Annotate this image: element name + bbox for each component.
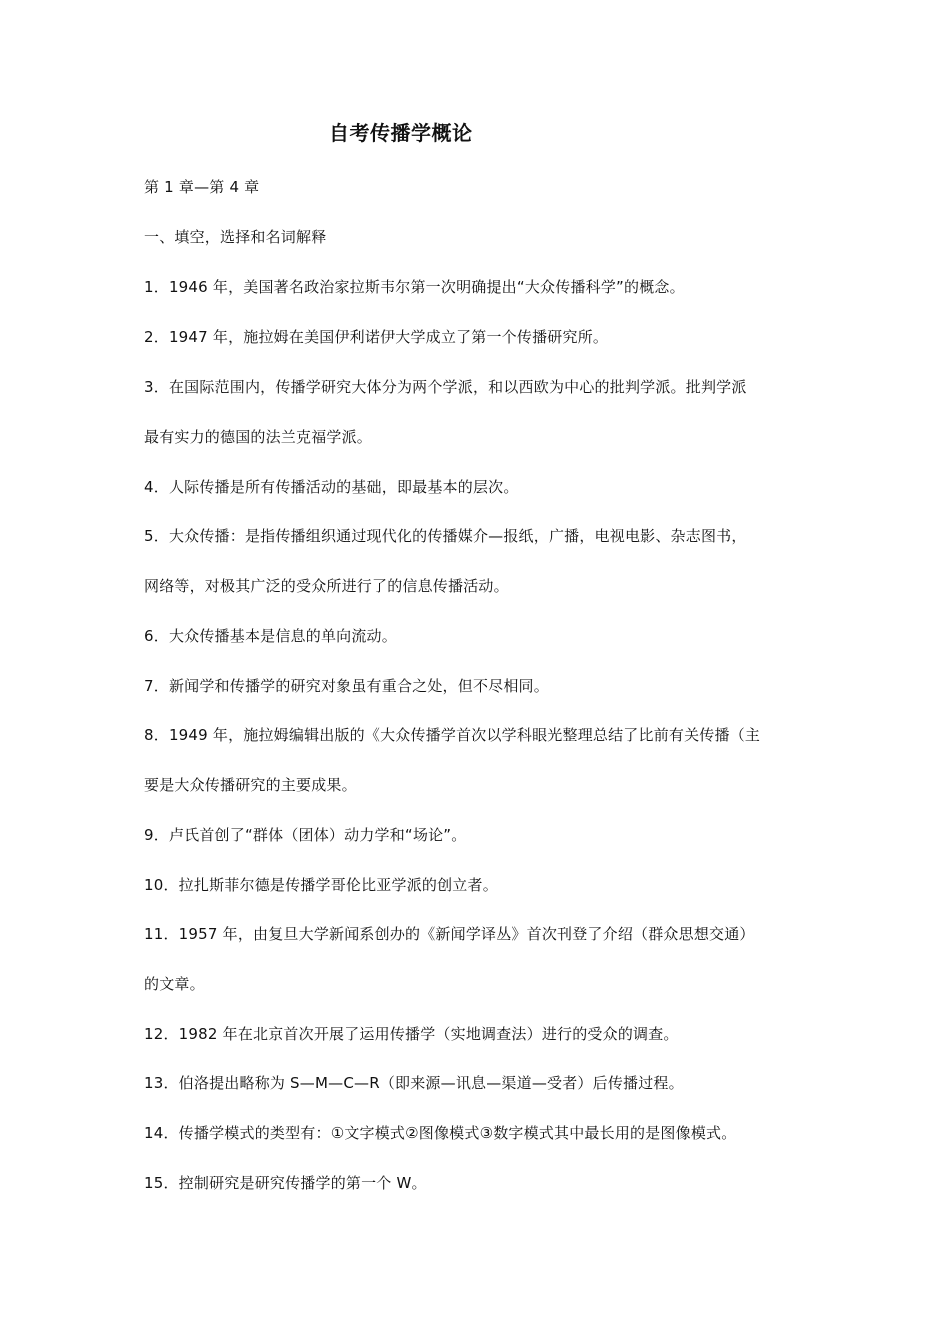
document-title: 自考传播学概论 (329, 121, 473, 145)
item-1: 1．1946 年，美国著名政治家拉斯韦尔第一次明确提出“大众传播科学”的概念。 (144, 278, 685, 296)
item-9: 9．卢氏首创了“群体（团体）动力学和“场论”。 (144, 826, 467, 844)
item-11-line-1: 11．1957 年，由复旦大学新闻系创办的《新闻学译丛》首次刊登了介绍（群众思想交通） (144, 925, 755, 943)
item-8-line-1: 8．1949 年，施拉姆编辑出版的《大众传播学首次以学科眼光整理总结了比前有关传播（主 (144, 726, 761, 744)
item-10: 10．拉扎斯菲尔德是传播学哥伦比亚学派的创立者。 (144, 876, 498, 894)
chapter-heading: 第 1 章—第 4 章 (144, 178, 260, 196)
item-11-line-2: 的文章。 (144, 975, 205, 993)
item-5-line-2: 网络等，对极其广泛的受众所进行了的信息传播活动。 (144, 577, 509, 595)
section-heading: 一、填空，选择和名词解释 (144, 228, 327, 246)
item-15: 15．控制研究是研究传播学的第一个 W。 (144, 1174, 427, 1192)
item-8-line-2: 要是大众传播研究的主要成果。 (144, 776, 357, 794)
item-7: 7．新闻学和传播学的研究对象虽有重合之处，但不尽相同。 (144, 677, 549, 695)
item-5-line-1: 5．大众传播：是指传播组织通过现代化的传播媒介—报纸，广播，电视电影、杂志图书， (144, 527, 747, 545)
item-4: 4．人际传播是所有传播活动的基础，即最基本的层次。 (144, 478, 519, 496)
item-2: 2．1947 年，施拉姆在美国伊利诺伊大学成立了第一个传播研究所。 (144, 328, 609, 346)
item-14: 14．传播学模式的类型有：①文字模式②图像模式③数字模式其中最长用的是图像模式。 (144, 1124, 737, 1142)
item-13: 13．伯洛提出略称为 S—M—C—R（即来源—讯息—渠道—受者）后传播过程。 (144, 1074, 684, 1092)
item-3-line-1: 3．在国际范围内，传播学研究大体分为两个学派，和以西欧为中心的批判学派。批判学派 (144, 378, 747, 396)
item-3-line-2: 最有实力的德国的法兰克福学派。 (144, 428, 373, 446)
item-12: 12．1982 年在北京首次开展了运用传播学（实地调查法）进行的受众的调查。 (144, 1025, 679, 1043)
item-6: 6．大众传播基本是信息的单向流动。 (144, 627, 397, 645)
